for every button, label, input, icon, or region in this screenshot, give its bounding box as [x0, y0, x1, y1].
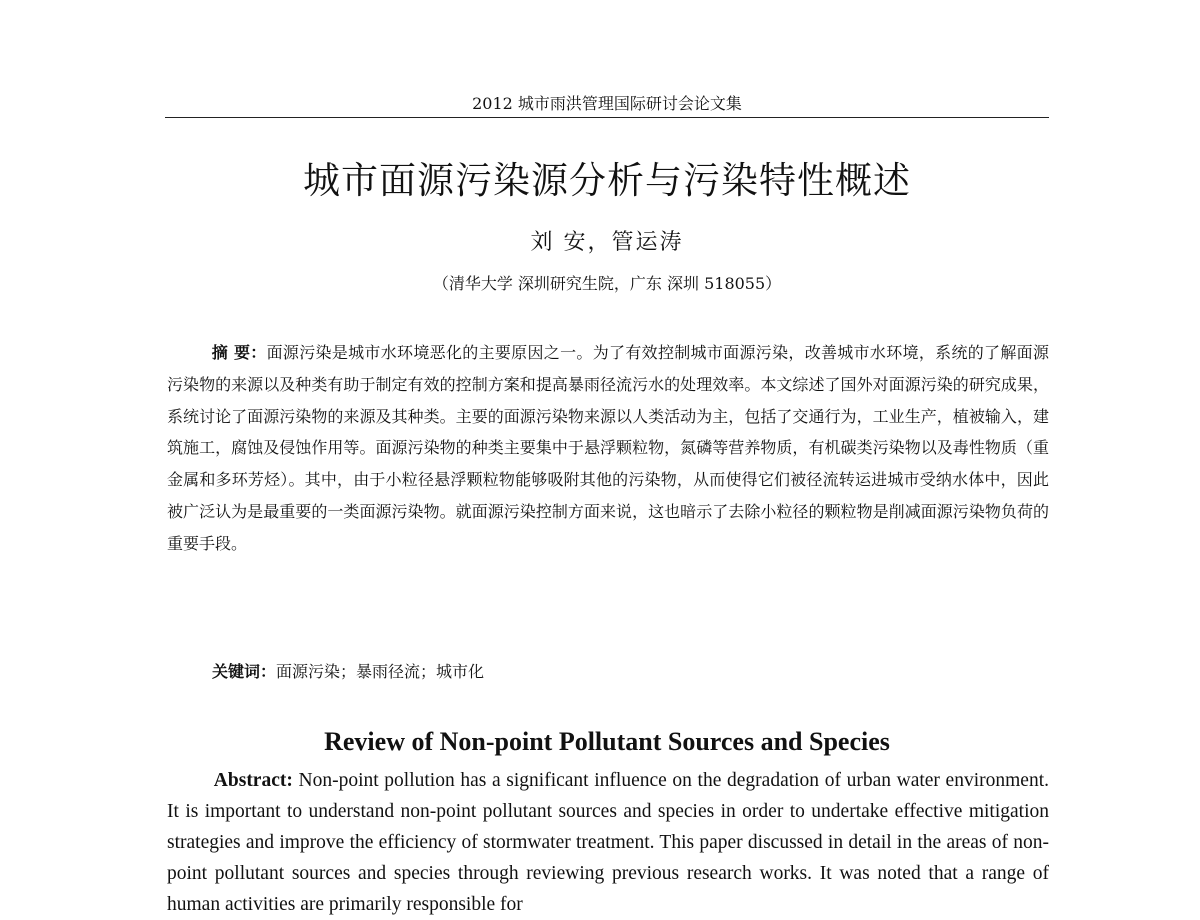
chinese-abstract-text: 面源污染是城市水环境恶化的主要原因之一。为了有效控制城市面源污染，改善城市水环境，系统的了解面源污染物的来源以及种类有助于制定有效的控制方案和提高暴雨径流污水的处理效率。本文综述了国外对面源污染的研究成果，系统讨论了面源污染物的来源及其种类。主要的面源污染物来源以人类活动为主，包括了交通行为，工业生产，植被输入，建筑施工，腐蚀及侵蚀作用等。面源污染物的种类主要集中于悬浮颗粒物，氮磷等营养物质，有机碳类污染物以及毒性物质（重金属和多环芳烃）。其中，由于小粒径悬浮颗粒物能够吸附其他的污染物，从而使得它们被径流转运进城市受纳水体中，因此被广泛认为是最重要的一类面源污染物。就面源污染控制方面来说，这也暗示了去除小粒径的颗粒物是削减面源污染物负荷的重要手段。 [167, 343, 1049, 553]
english-abstract [167, 765, 1049, 920]
chinese-title: 城市面源污染源分析与污染特性概述 [303, 159, 911, 202]
chinese-abstract-label: 摘 要： [211, 343, 267, 362]
affiliation: （清华大学 深圳研究生院，广东 深圳 518055） [432, 274, 782, 293]
english-title: Review of Non-point Pollutant Sources and Species [324, 727, 890, 756]
header-rule [165, 117, 1049, 118]
authors: 刘 安，管运涛 [530, 230, 684, 255]
chinese-keywords-text: 面源污染；暴雨径流；城市化 [276, 662, 485, 681]
chinese-keywords-label: 关键词： [212, 662, 277, 681]
chinese-keywords [212, 657, 1049, 687]
chinese-abstract [167, 337, 1049, 560]
english-abstract-label: Abstract: [213, 770, 293, 791]
english-abstract-text: Non-point pollution has a significant influence on the degradation of urban water environment. It is important to understand non-point pollutant sources and species in order to undertake effective mitigation strategies and improve the efficiency of stormwater treatment. This paper discussed in detail in the areas of non-point pollutant sources and species through reviewing previous research works. It was noted that a range of human activities are primarily responsible for [167, 770, 1049, 915]
running-header: 2012 城市雨洪管理国际研讨会论文集 [472, 94, 742, 113]
